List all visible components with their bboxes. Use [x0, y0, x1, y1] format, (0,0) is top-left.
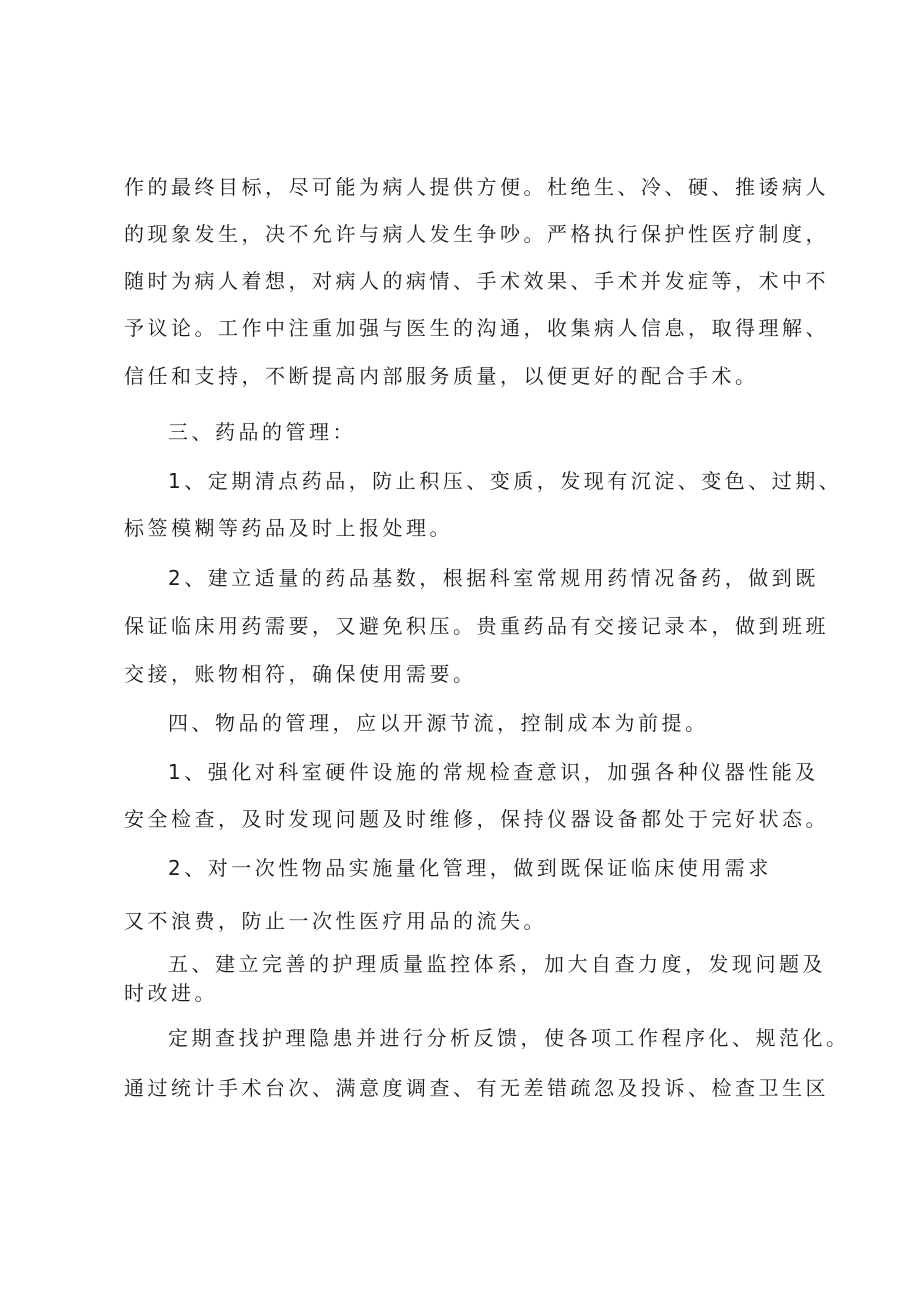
section-heading: 三、药品的管理： — [168, 420, 356, 444]
paragraph-line: 信任和支持，不断提高内部服务质量，以便更好的配合手术。 — [124, 364, 759, 388]
paragraph-line: 时改进。 — [124, 981, 218, 1005]
paragraph-line: 保证临床用药需要，又避免积压。贵重药品有交接记录本，做到班班 — [124, 614, 829, 638]
paragraph-line: 作的最终目标，尽可能为病人提供方便。杜绝生、冷、硬、推诿病人 — [124, 175, 829, 199]
paragraph-line: 2、建立适量的药品基数，根据科室常规用药情况备药，做到既 — [168, 566, 819, 590]
paragraph-line: 1、强化对科室硬件设施的常规检查意识，加强各种仪器性能及 — [168, 760, 819, 784]
section-heading: 五、建立完善的护理质量监控体系，加大自查力度，发现问题及 — [168, 952, 826, 976]
paragraph-line: 又不浪费，防止一次性医疗用品的流失。 — [124, 909, 547, 933]
paragraph-line: 标签模糊等药品及时上报处理。 — [124, 516, 453, 540]
paragraph-line: 予议论。工作中注重加强与医生的沟通，收集病人信息，取得理解、 — [124, 316, 829, 340]
paragraph-line: 定期查找护理隐患并进行分析反馈，使各项工作程序化、规范化。 — [168, 1026, 850, 1050]
paragraph-line: 通过统计手术台次、满意度调查、有无差错疏忽及投诉、检查卫生区 — [124, 1076, 829, 1100]
paragraph-line: 随时为病人着想，对病人的病情、手术效果、手术并发症等，术中不 — [124, 269, 829, 293]
paragraph-line: 交接，账物相符，确保使用需要。 — [124, 662, 477, 686]
paragraph-line: 1、定期清点药品，防止积压、变质，发现有沉淀、变色、过期、 — [168, 469, 843, 493]
paragraph-line: 安全检查，及时发现问题及时维修，保持仪器设备都处于完好状态。 — [124, 807, 829, 831]
section-heading: 四、物品的管理，应以开源节流，控制成本为前提。 — [168, 711, 709, 735]
paragraph-line: 的现象发生，决不允许与病人发生争吵。严格执行保护性医疗制度， — [124, 222, 829, 246]
paragraph-line: 2、对一次性物品实施量化管理，做到既保证临床使用需求 — [168, 856, 772, 880]
